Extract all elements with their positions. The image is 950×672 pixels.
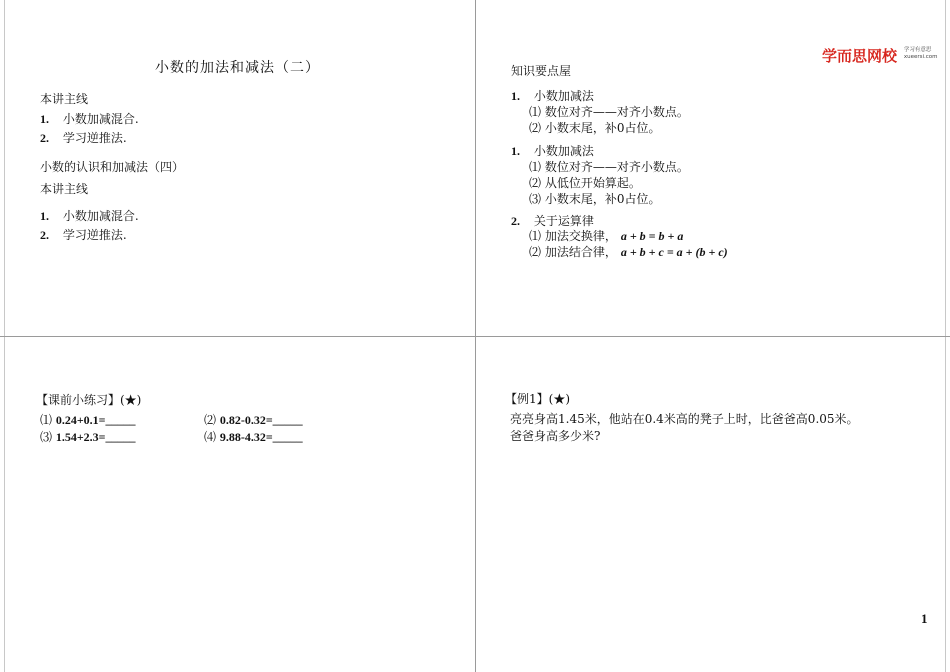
section-heading: 本讲主线 bbox=[40, 182, 89, 196]
knowledge-line: ⑴ 数位对齐——对齐小数点。 bbox=[529, 105, 689, 119]
knowledge-group-title: 1. 小数加减法 bbox=[511, 89, 594, 103]
knowledge-line: ⑵ 从低位开始算起。 bbox=[529, 176, 641, 190]
exercise-problem: ⑷ 9.88-4.32=_____ bbox=[204, 430, 303, 444]
associative-formula: a + b + c = a + (b + c) bbox=[620, 245, 728, 259]
item-text: 学习逆推法. bbox=[62, 228, 127, 242]
list-item bbox=[40, 226, 127, 243]
exercise-problem: ⑵ 0.82-0.32=_____ bbox=[204, 413, 303, 427]
item-number: 1. bbox=[40, 209, 49, 223]
exercise-heading: 【课前小练习】(★) bbox=[36, 393, 142, 407]
slide-title: 小数的加法和减法（二） bbox=[155, 60, 320, 76]
knowledge-line: ⑶ 小数末尾，补0占位。 bbox=[529, 192, 661, 206]
commutative-formula: a + b = b + a bbox=[620, 229, 684, 243]
list-item bbox=[40, 207, 139, 224]
knowledge-line: ⑴ 数位对齐——对齐小数点。 bbox=[529, 160, 689, 174]
example-heading: 【例1】(★) bbox=[505, 392, 570, 406]
list-item bbox=[40, 129, 127, 146]
logo-text: 学而思网校 bbox=[822, 47, 898, 65]
knowledge-line: ⑴ 加法交换律， a + b = b + a bbox=[529, 229, 684, 243]
example-question: 爸爸身高多少米? bbox=[510, 429, 601, 443]
section-heading: 本讲主线 bbox=[40, 92, 89, 106]
knowledge-heading: 知识要点屋 bbox=[511, 64, 572, 78]
item-text: 小数加减混合. bbox=[62, 112, 139, 126]
knowledge-line: ⑵ 小数末尾，补0占位。 bbox=[529, 121, 661, 135]
exercise-problem: ⑶ 1.54+2.3=_____ bbox=[40, 430, 136, 444]
item-text: 小数加减混合. bbox=[62, 209, 139, 223]
logo-tagline: 学习有意思 xueersi.com bbox=[903, 47, 938, 60]
page-number: 1 bbox=[921, 611, 928, 626]
item-number: 1. bbox=[40, 112, 49, 126]
knowledge-group-title: 1. 小数加减法 bbox=[511, 144, 594, 158]
brand-logo bbox=[822, 45, 938, 66]
knowledge-group-title: 2. 关于运算律 bbox=[511, 214, 594, 228]
list-item bbox=[40, 110, 139, 127]
slide-subtitle: 小数的认识和加减法（四） bbox=[40, 160, 185, 174]
horizontal-divider bbox=[0, 336, 950, 337]
exercise-problem: ⑴ 0.24+0.1=_____ bbox=[40, 413, 136, 427]
item-text: 学习逆推法. bbox=[62, 131, 127, 145]
item-number: 2. bbox=[40, 131, 49, 145]
knowledge-line: ⑵ 加法结合律， a + b + c = a + (b + c) bbox=[529, 245, 728, 259]
item-number: 2. bbox=[40, 228, 49, 242]
example-text: 亮亮身高1.45米，他站在0.4米高的凳子上时，比爸爸高0.05米。 bbox=[510, 412, 859, 426]
